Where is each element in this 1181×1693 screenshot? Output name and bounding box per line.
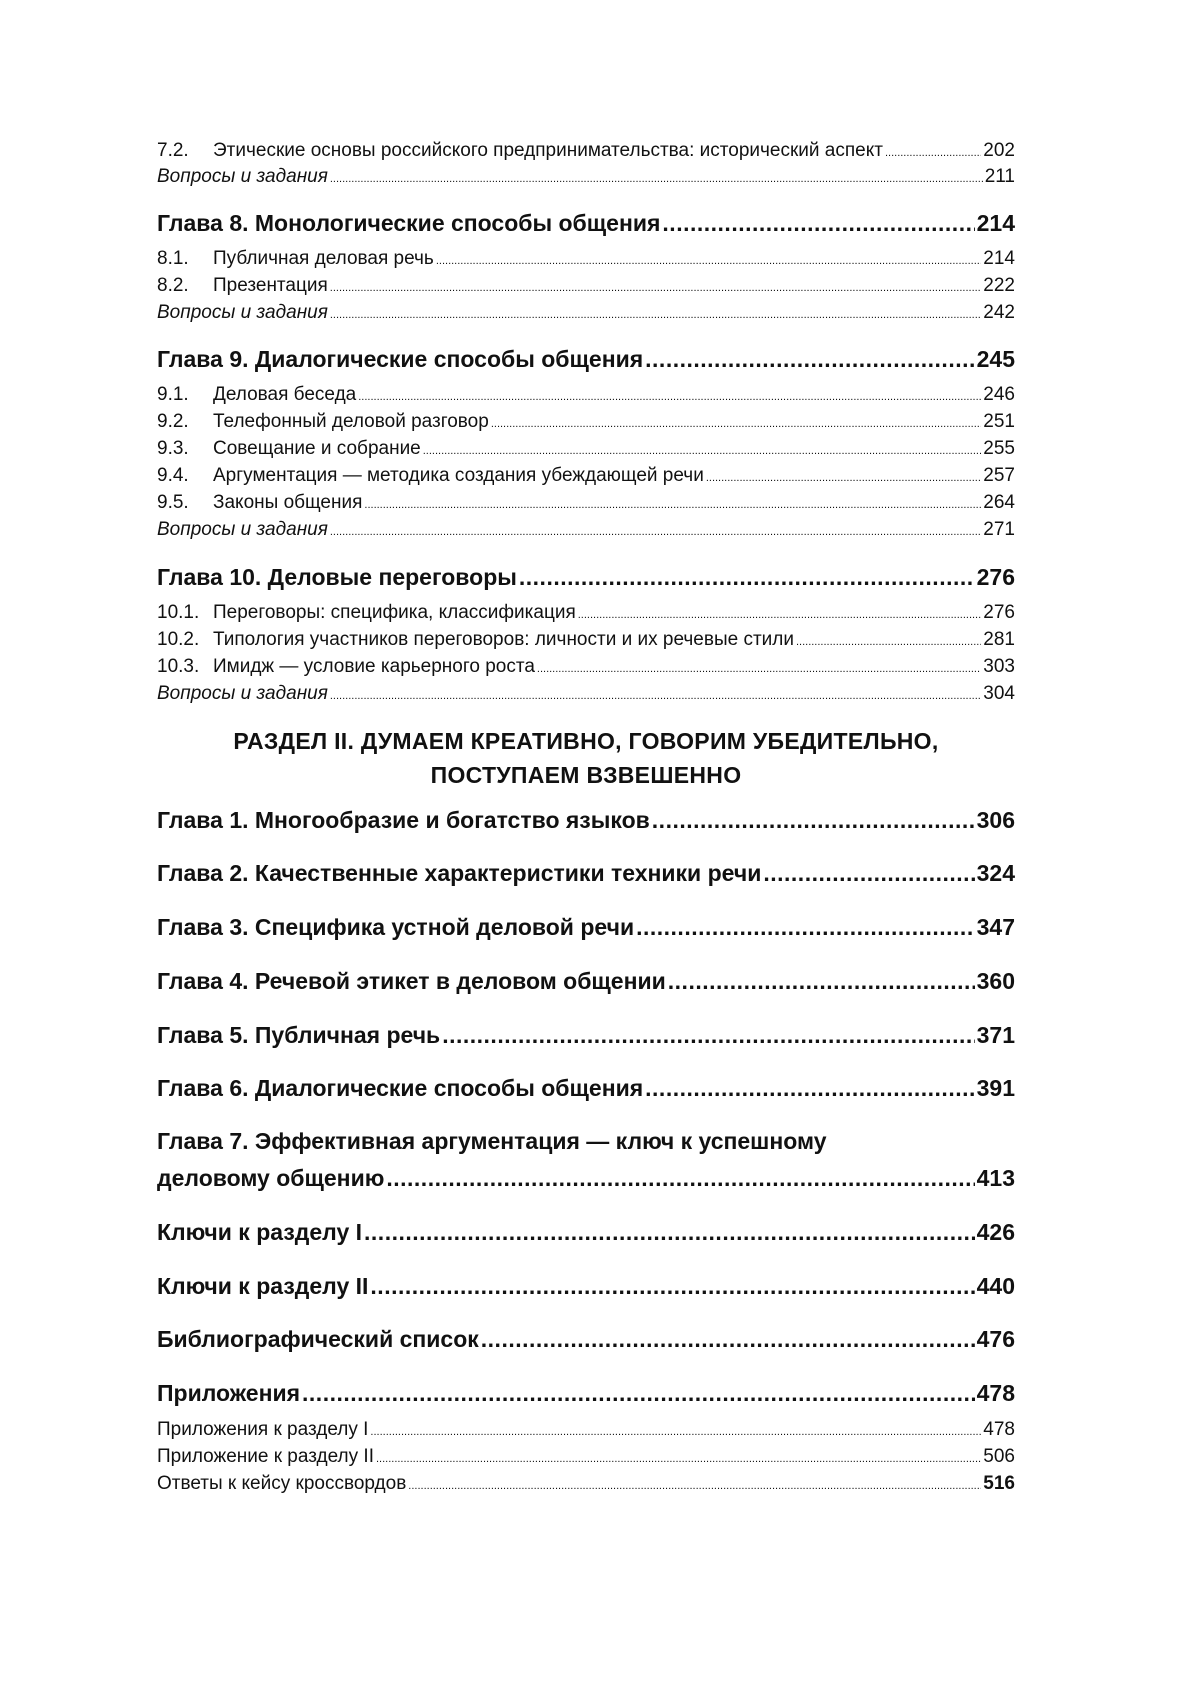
- dot-leader: [481, 1324, 975, 1354]
- toc-entry-9-1[interactable]: [157, 382, 1015, 410]
- dot-leader: [423, 436, 982, 464]
- toc-entry-9-2[interactable]: [157, 409, 1015, 437]
- section-heading-line-1: РАЗДЕЛ II. ДУМАЕМ КРЕАТИВНО, ГОВОРИМ УБЕДИТЕЛЬНО,: [233, 728, 939, 754]
- chapter-page: 347: [976, 914, 1015, 940]
- section-heading-line-2: ПОСТУПАЕМ ВЗВЕШЕННО: [430, 762, 742, 788]
- dot-leader: [376, 1444, 981, 1472]
- dot-leader: [370, 1271, 974, 1301]
- chapter-page: 306: [976, 807, 1015, 833]
- chapter-page: 214: [976, 210, 1015, 236]
- entry-number: 8.2.: [157, 275, 189, 296]
- toc-chapter-8[interactable]: [157, 208, 1015, 238]
- entry-page: 202: [983, 140, 1015, 161]
- entry-title: Законы общения: [213, 492, 363, 513]
- toc-chapter-10[interactable]: [157, 562, 1015, 592]
- toc-entry-8-1[interactable]: [157, 246, 1015, 274]
- entry-page: 211: [984, 166, 1015, 187]
- dot-leader: [662, 208, 974, 238]
- chapter-page: 371: [976, 1022, 1015, 1048]
- dot-leader: [519, 562, 975, 592]
- chapter-title: Библиографический список: [157, 1326, 479, 1352]
- entry-title: Телефонный деловой разговор: [213, 411, 489, 432]
- toc-entry-9-5[interactable]: [157, 490, 1015, 518]
- entry-page: 271: [983, 519, 1015, 540]
- entry-title: Деловая беседа: [213, 384, 357, 405]
- chapter-page: 440: [976, 1273, 1015, 1299]
- entry-title: Ответы к кейсу кроссвордов: [157, 1473, 407, 1494]
- entry-title: Приложения к разделу I: [157, 1419, 369, 1440]
- entry-page: 516: [983, 1473, 1015, 1494]
- toc-s2-chapter-3[interactable]: [157, 912, 1015, 942]
- toc-entry-7-2[interactable]: [157, 138, 1015, 166]
- dot-leader: [364, 1217, 975, 1247]
- toc-bibliography[interactable]: [157, 1324, 1015, 1354]
- chapter-title: Ключи к разделу II: [157, 1273, 369, 1299]
- toc-s2-chapter-7[interactable]: [157, 1163, 1015, 1193]
- dot-leader: [442, 1020, 974, 1050]
- section-heading: [157, 724, 1015, 792]
- entry-page: 246: [983, 384, 1015, 405]
- chapter-title: Глава 10. Деловые переговоры: [157, 564, 517, 590]
- dot-leader: [537, 654, 981, 682]
- entry-title: Переговоры: специфика, классификация: [213, 602, 576, 623]
- entry-number: 7.2.: [157, 140, 189, 161]
- entry-title: Совещание и собрание: [213, 438, 421, 459]
- chapter-title: Глава 2. Качественные характеристики техники речи: [157, 860, 762, 886]
- toc-keys-section-1[interactable]: [157, 1217, 1015, 1247]
- toc-entry-10-2[interactable]: [157, 627, 1015, 655]
- dot-leader: [370, 1417, 981, 1445]
- entry-page: 304: [983, 683, 1015, 704]
- toc-entry-questions[interactable]: [157, 681, 1015, 709]
- chapter-page: 245: [976, 346, 1015, 372]
- chapter-page: 476: [976, 1326, 1015, 1352]
- chapter-title: Глава 1. Многообразие и богатство языков: [157, 807, 650, 833]
- entry-page: 264: [983, 492, 1015, 513]
- entry-page: 303: [983, 656, 1015, 677]
- entry-title: Имидж — условие карьерного роста: [213, 656, 535, 677]
- dot-leader: [491, 409, 981, 437]
- dot-leader: [636, 912, 975, 942]
- entry-title: Публичная деловая речь: [213, 248, 434, 269]
- dot-leader: [358, 382, 981, 410]
- toc-entry-9-4[interactable]: [157, 463, 1015, 491]
- chapter-title: Глава 6. Диалогические способы общения: [157, 1075, 644, 1101]
- entry-number: 9.2.: [157, 411, 189, 432]
- entry-number: 9.5.: [157, 492, 189, 513]
- dot-leader: [645, 344, 974, 374]
- toc-entry-9-3[interactable]: [157, 436, 1015, 464]
- entry-page: 255: [983, 438, 1015, 459]
- entry-number: 10.3.: [157, 656, 200, 677]
- toc-entry-questions[interactable]: [157, 300, 1015, 328]
- chapter-page: 276: [976, 564, 1015, 590]
- dot-leader: [330, 681, 981, 709]
- chapter-title: Глава 9. Диалогические способы общения: [157, 346, 644, 372]
- entry-number: 9.1.: [157, 384, 189, 405]
- entry-title: Вопросы и задания: [157, 519, 328, 540]
- entry-title: Вопросы и задания: [157, 683, 328, 704]
- entry-page: 276: [983, 602, 1015, 623]
- entry-title: Вопросы и задания: [157, 302, 328, 323]
- chapter-page: 324: [976, 860, 1015, 886]
- dot-leader: [330, 164, 983, 192]
- toc-appendix-1[interactable]: [157, 1417, 1015, 1445]
- entry-number: 10.2.: [157, 629, 200, 650]
- toc-s2-chapter-1[interactable]: [157, 805, 1015, 835]
- dot-leader: [302, 1378, 975, 1408]
- toc-s2-chapter-5[interactable]: [157, 1020, 1015, 1050]
- chapter-title: Ключи к разделу I: [157, 1219, 363, 1245]
- toc-entry-10-1[interactable]: [157, 600, 1015, 628]
- entry-page: 478: [983, 1419, 1015, 1440]
- chapter-7-title-line-1[interactable]: Глава 7. Эффективная аргументация — ключ к успешному: [157, 1128, 827, 1154]
- entry-page: 281: [983, 629, 1015, 650]
- chapter-page: 413: [976, 1165, 1015, 1191]
- chapter-page: 360: [976, 968, 1015, 994]
- dot-leader: [763, 858, 974, 888]
- toc-entry-10-3[interactable]: [157, 654, 1015, 682]
- chapter-title: Приложения: [157, 1380, 301, 1406]
- toc-entry-questions[interactable]: [157, 517, 1015, 545]
- toc-entry-questions[interactable]: [157, 164, 1015, 192]
- dot-leader: [652, 805, 975, 835]
- toc-s2-chapter-4[interactable]: [157, 966, 1015, 996]
- entry-page: 242: [983, 302, 1015, 323]
- entry-title: Этические основы российского предпринимательства: исторический аспект: [213, 140, 883, 161]
- dot-leader: [796, 627, 981, 655]
- dot-leader: [436, 246, 981, 274]
- entry-title: Вопросы и задания: [157, 166, 328, 187]
- dot-leader: [364, 490, 981, 518]
- dot-leader: [668, 966, 975, 996]
- toc-appendices[interactable]: [157, 1378, 1015, 1408]
- entry-title: Приложение к разделу II: [157, 1446, 374, 1467]
- entry-title: Аргументация — методика создания убеждающей речи: [213, 465, 704, 486]
- toc-appendix-2[interactable]: [157, 1444, 1015, 1472]
- chapter-page: 478: [976, 1380, 1015, 1406]
- entry-page: 506: [983, 1446, 1015, 1467]
- toc-s2-chapter-2[interactable]: [157, 858, 1015, 888]
- toc-s2-chapter-6[interactable]: [157, 1073, 1015, 1103]
- entry-title: Типология участников переговоров: личности и их речевые стили: [213, 629, 794, 650]
- chapter-page: 426: [976, 1219, 1015, 1245]
- entry-number: 9.3.: [157, 438, 189, 459]
- dot-leader: [408, 1471, 981, 1499]
- entry-number: 10.1.: [157, 602, 200, 623]
- dot-leader: [885, 138, 981, 166]
- toc-chapter-9[interactable]: [157, 344, 1015, 374]
- chapter-page: 391: [976, 1075, 1015, 1101]
- chapter-title: деловому общению: [157, 1165, 385, 1191]
- dot-leader: [330, 273, 982, 301]
- entry-page: 251: [983, 411, 1015, 432]
- entry-page: 257: [983, 465, 1015, 486]
- dot-leader: [330, 300, 981, 328]
- entry-page: 222: [983, 275, 1015, 296]
- toc-keys-section-2[interactable]: [157, 1271, 1015, 1301]
- dot-leader: [578, 600, 982, 628]
- chapter-title: Глава 4. Речевой этикет в деловом общении: [157, 968, 666, 994]
- chapter-title: Глава 8. Монологические способы общения: [157, 210, 661, 236]
- dot-leader: [706, 463, 981, 491]
- entry-number: 8.1.: [157, 248, 189, 269]
- dot-leader: [386, 1163, 974, 1193]
- entry-number: 9.4.: [157, 465, 189, 486]
- entry-page: 214: [983, 248, 1015, 269]
- dot-leader: [645, 1073, 974, 1103]
- toc-appendix-3[interactable]: [157, 1471, 1015, 1499]
- dot-leader: [330, 517, 981, 545]
- chapter-title: Глава 3. Специфика устной деловой речи: [157, 914, 635, 940]
- entry-title: Презентация: [213, 275, 328, 296]
- chapter-title: Глава 5. Публичная речь: [157, 1022, 441, 1048]
- toc-entry-8-2[interactable]: [157, 273, 1015, 301]
